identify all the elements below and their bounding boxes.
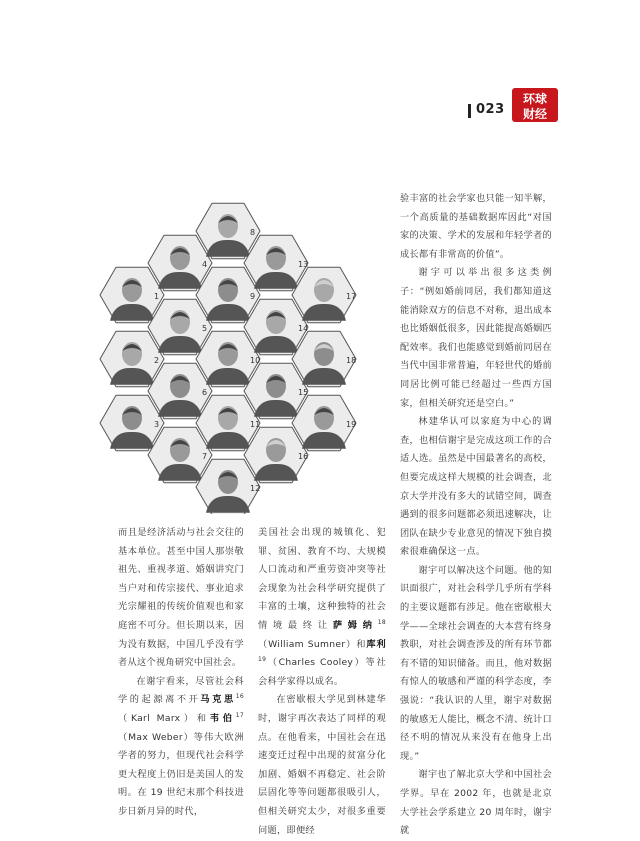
portrait-hexagon [100,267,164,322]
portrait-number-label: 19 [346,420,357,429]
portrait-number-label: 14 [298,324,309,333]
paragraph [258,524,386,691]
svg-text:财经: 财经 [522,107,548,121]
portrait-hexagon [196,331,260,386]
paragraph: 谢宇也了解北京大学和中国社会学界。早在 2002 年，也就是北京大学社会学系建立 20 周年时，谢宇就 [400,769,552,837]
footnote-ref: 19 [258,656,267,664]
portrait-number-label: 8 [250,228,256,237]
portrait-number-label: 10 [250,356,261,365]
text-run: （Max Weber）等伟大欧洲学者的努力，但现代社会科学更大程度上仍旧是美国人的发明。在 19 世纪末那个科技进步日新月异的时代， [118,731,244,817]
portrait-number-label: 1 [154,292,160,301]
svg-text:环球: 环球 [522,92,548,106]
person-name-weber: 韦伯 [209,712,236,724]
portrait-hexagon [148,363,212,418]
footnote-ref: 17 [235,711,244,719]
portrait-number-label: 12 [250,484,261,493]
portrait-hexagon [244,363,308,418]
footnote-ref: 18 [377,618,386,626]
portrait-hexagon [196,395,260,450]
page-header [468,82,588,128]
portrait-number-label: 17 [346,292,357,301]
paragraph [118,673,244,822]
text-run: （Karl Marx）和 [118,712,210,724]
portrait-number-label: 13 [298,260,309,269]
portrait-hexagon [244,427,308,482]
text-run: 美国社会出现的城镇化、犯罪、贫困、教育不均、大规模人口流动和严重劳资冲突等社会现象为社会科学研究提供了丰富的土壤，这种独特的社会情境最终让 [258,527,386,631]
portrait-hexagon [196,203,260,258]
text-run: （Charles Cooley）等社会科学家得以成名。 [258,657,386,687]
portrait-hexagon [100,331,164,386]
portrait-hexagon [196,267,260,322]
portrait-hexagon [148,427,212,482]
portrait-hexagon [100,395,164,450]
footnote-ref: 16 [235,693,244,701]
person-name-sumner: 萨姆纳 [332,619,378,631]
portrait-hexagon [292,267,356,322]
text-run: （William Sumner）和 [258,638,367,650]
portrait-hexagon [244,235,308,290]
paragraph: 而且是经济活动与社会交往的基本单位。甚至中国人那崇敬祖先、重视孝道、婚姻讲究门当户对和传宗接代、事业追求光宗耀祖的传统价值观也和家庭密不可分。但长期以来，因为没有数据，中国几乎没有学者从这个视角研究中国社会。 [118,527,244,669]
paragraph: 验丰富的社会学家也只能一知半解，一个高质量的基础数据库因此“对国家的决策、学术的发展和年轻学者的成长都有非常高的价值”。 [400,193,552,260]
magazine-logo [510,86,560,124]
portrait-hexagon [148,235,212,290]
text-column-3 [400,190,552,841]
portrait-number-label: 6 [202,388,208,397]
portrait-number-label: 15 [298,388,309,397]
portrait-hexagon [292,395,356,450]
page-number: 023 [476,102,505,117]
paragraph: 在密歇根大学见到林建华时，谢宇再次表达了同样的观点。在他看来，中国社会在迅速变迁过程中出现的贫富分化加剧、婚姻不再稳定、社会阶层固化等等问题都很吸引人，但相关研究太少，对很多重要问题，即便经 [258,694,386,836]
portrait-number-label: 7 [202,452,208,461]
portrait-number-label: 11 [250,420,261,429]
paragraph: 林建华认可以家庭为中心的调查，也相信谢宇是完成这项工作的合适人选。虽然是中国最著名的高校，但要完成这样大规模的社会调查，北京大学并没有多大的试错空间，调查遇到的很多问题都必须迅速解决，让团队在缺少专业意见的情况下独自摸索很难确保这一点。 [400,416,552,558]
portrait-number-label: 9 [250,292,256,301]
text-column-1 [118,524,244,822]
text-run: 在谢宇看来，尽管社会科学的起源离不开 [118,675,244,706]
portrait-number-label: 16 [298,452,309,461]
portrait-hexagon [196,459,260,514]
portrait-hexagon [148,299,212,354]
portrait-number-label: 18 [346,356,357,365]
paragraph: 谢宇可以解决这个问题。他的知识面很广，对社会科学几乎所有学科的主要议题都有涉足。他在密歇根大学——全球社会调查的大本营有终身教职，对社会调查涉及的所有环节都有不错的知识储备。而且，他对数据有惊人的敏感和严谨的科学态度，李强说：“我认识的人里，谢宇对数据的敏感无人能比，概念不清、统计口径不明的情况从来没有在他身上出现。” [400,564,552,762]
paragraph: 谢宇可以举出很多这类例子：“例如婚前同居，我们都知道这能消除双方的信息不对称，退出成本也比婚姻低很多，因此能提高婚姻匹配效率。我们也能感觉到婚前同居在当代中国非常普遍，年轻世代的婚前同居比例可能已经超过一些西方国家，但相关研究还是空白。” [400,267,552,409]
page-number-bar [468,104,471,118]
portrait-hexagon [244,299,308,354]
portrait-hexagon-grid [96,196,414,514]
portrait-number-label: 3 [154,420,160,429]
person-name-marx: 马克思 [200,694,236,706]
person-name-cooley: 库利 [366,638,386,650]
text-column-2 [258,524,386,840]
portrait-hexagon [292,331,356,386]
portrait-number-label: 2 [154,356,160,365]
portrait-number-label: 4 [202,260,208,269]
portrait-number-label: 5 [202,324,208,333]
